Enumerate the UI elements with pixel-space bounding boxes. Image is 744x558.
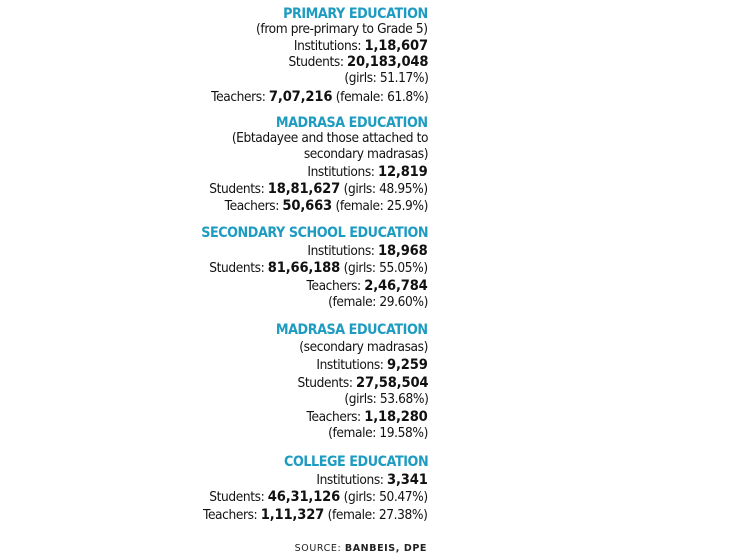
female-share: (female: 61.8%) — [331, 89, 428, 105]
girls-share: (girls: 55.05%) — [340, 260, 428, 276]
source-credit — [295, 543, 427, 554]
teachers-value: 50,663 — [282, 197, 332, 214]
source-value: BANBEIS, DPE — [344, 543, 427, 554]
institutions-label: Institutions: — [316, 357, 388, 373]
girls-share-madrasa-secondary: (girls: 53.68%) — [343, 391, 428, 407]
teachers-line-college — [203, 506, 428, 524]
teachers-label: Teachers: — [224, 198, 283, 214]
institutions-line-college — [317, 471, 428, 489]
teachers-label: Teachers: — [306, 278, 365, 294]
students-value: 18,81,627 — [268, 180, 341, 197]
students-line-college — [210, 488, 428, 506]
institutions-label: Institutions: — [307, 243, 379, 259]
girls-share-primary: (girls: 51.17%) — [343, 70, 428, 86]
teachers-label: Teachers: — [203, 507, 262, 523]
source-label: SOURCE: — [294, 543, 345, 554]
institutions-label: Institutions: — [307, 164, 379, 180]
section-heading-madrasa-ebtadayee: MADRASA EDUCATION — [276, 115, 428, 131]
section-subtitle-primary: (from pre-primary to Grade 5) — [256, 21, 428, 37]
section-heading-primary: PRIMARY EDUCATION — [283, 6, 428, 22]
teachers-label: Teachers: — [306, 409, 365, 425]
teachers-line-madrasa-secondary — [307, 408, 428, 426]
students-value: 27,58,504 — [355, 374, 428, 391]
section-subtitle-madrasa-secondary: (secondary madrasas) — [299, 339, 428, 355]
section-heading-madrasa-secondary: MADRASA EDUCATION — [276, 322, 428, 338]
students-line-madrasa-secondary — [297, 374, 428, 392]
institutions-label: Institutions: — [293, 38, 365, 54]
students-value: 81,66,188 — [268, 259, 341, 276]
institutions-value: 1,18,607 — [364, 37, 428, 54]
institutions-line-madrasa-secondary — [317, 356, 428, 374]
institutions-line-secondary — [308, 242, 428, 260]
teachers-label: Teachers: — [210, 89, 269, 105]
students-label: Students: — [288, 54, 347, 70]
section-subtitle-madrasa-ebtadayee-1: (Ebtadayee and those attached to — [231, 130, 428, 146]
female-share-madrasa-secondary: (female: 19.58%) — [328, 425, 428, 441]
students-line-madrasa-ebtadayee — [210, 180, 428, 198]
teachers-value: 1,11,327 — [261, 506, 325, 523]
teachers-value: 1,18,280 — [364, 408, 428, 425]
teachers-line-primary — [211, 88, 428, 106]
students-value: 46,31,126 — [268, 488, 341, 505]
teachers-value: 2,46,784 — [364, 277, 428, 294]
section-heading-secondary: SECONDARY SCHOOL EDUCATION — [201, 225, 428, 241]
female-share: (female: 27.38%) — [324, 507, 428, 523]
teachers-value: 7,07,216 — [268, 88, 332, 105]
section-heading-college: COLLEGE EDUCATION — [283, 454, 428, 470]
institutions-label: Institutions: — [316, 472, 388, 488]
girls-share: (girls: 50.47%) — [340, 489, 428, 505]
girls-share: (girls: 48.95%) — [340, 181, 428, 197]
students-value: 20,183,048 — [346, 53, 428, 70]
institutions-value: 18,968 — [378, 242, 428, 259]
institutions-line-madrasa-ebtadayee — [308, 163, 428, 181]
students-line-primary — [288, 53, 428, 71]
students-label: Students: — [209, 260, 269, 276]
education-statistics-panel — [160, 0, 428, 558]
institutions-value: 12,819 — [378, 163, 428, 180]
institutions-value: 3,341 — [387, 471, 428, 488]
teachers-line-secondary — [307, 277, 428, 295]
female-share-secondary: (female: 29.60%) — [328, 294, 428, 310]
institutions-value: 9,259 — [387, 356, 428, 373]
section-subtitle-madrasa-ebtadayee-2: secondary madrasas) — [303, 146, 428, 162]
students-line-secondary — [210, 259, 428, 277]
female-share: (female: 25.9%) — [331, 198, 428, 214]
students-label: Students: — [209, 489, 269, 505]
teachers-line-madrasa-ebtadayee — [225, 197, 428, 215]
students-label: Students: — [209, 181, 269, 197]
students-label: Students: — [297, 375, 356, 391]
